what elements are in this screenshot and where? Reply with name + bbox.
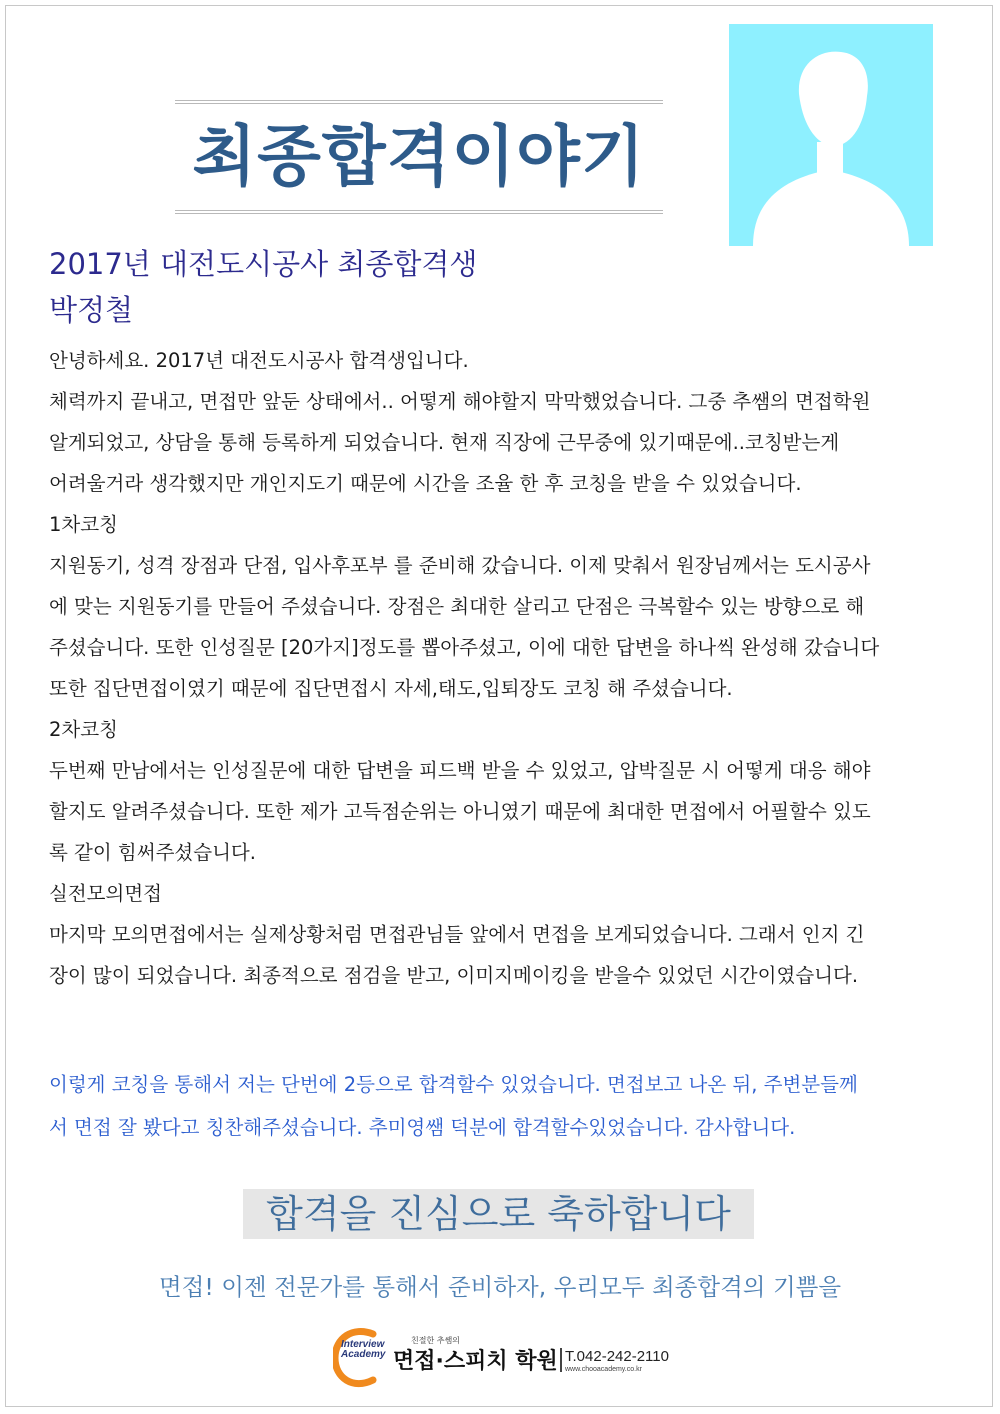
closing-line: 서 면접 잘 봤다고 칭찬해주셨습니다. 추미영쌤 덕분에 합격할수있었습니다. 감사합니다.	[49, 1116, 796, 1139]
body-line: 마지막 모의면접에서는 실제상황처럼 면접관님들 앞에서 면접을 보게되었습니다. 그래서 인지 긴	[49, 923, 865, 946]
winner-name: 박정철	[49, 293, 134, 327]
body-line: 지원동기, 성격 장점과 단점, 입사후포부 를 준비해 갔습니다. 이제 맞춰서 원장님께서는 도시공사	[49, 554, 871, 577]
section-heading-mock-interview: 실전모의면접	[49, 882, 163, 905]
testimonial-body	[49, 340, 974, 996]
body-line: 또한 집단면접이였기 때문에 집단면접시 자세,태도,입퇴장도 코칭 해 주셨습니다.	[49, 677, 733, 700]
title-box	[175, 100, 663, 214]
congratulations-banner: 합격을 진심으로 축하합니다	[243, 1189, 754, 1239]
section-heading-coaching-2: 2차코칭	[49, 718, 118, 741]
body-line: 록 같이 힘써주셨습니다.	[49, 841, 256, 864]
logo-divider	[560, 1348, 562, 1372]
academy-logo	[333, 1326, 678, 1388]
winner-year-line: 2017년 대전도시공사 최종합격생	[49, 247, 478, 281]
avatar	[729, 24, 933, 246]
academy-phone: T.042-242-2110	[565, 1348, 669, 1365]
title-rule-bottom	[175, 210, 663, 214]
body-line: 장이 많이 되었습니다. 최종적으로 점검을 받고, 이미지메이킹을 받을수 있었던 시간이였습니다.	[49, 964, 859, 987]
logo-c-text: Interview Academy	[341, 1339, 386, 1360]
person-silhouette-icon	[729, 24, 933, 246]
logo-tagline: 친절한 추쌤의	[411, 1336, 460, 1345]
body-line: 에 맞는 지원동기를 만들어 주셨습니다. 장점은 최대한 살리고 단점은 극복할수 있는 방향으로 해	[49, 595, 865, 618]
section-heading-coaching-1: 1차코칭	[49, 513, 118, 536]
closing-line: 이렇게 코칭을 통해서 저는 단번에 2등으로 합격할수 있었습니다. 면접보고 나온 뒤, 주변분들께	[49, 1073, 858, 1096]
body-line: 안녕하세요. 2017년 대전도시공사 합격생입니다.	[49, 349, 469, 372]
title-rule-top	[175, 100, 663, 104]
body-line: 주셨습니다. 또한 인성질문 [20가지]정도를 뽑아주셨고, 이에 대한 답변을 하나씩 완성해 갔습니다	[49, 636, 880, 659]
academy-url: www.chooacademy.co.kr	[565, 1366, 642, 1373]
body-line: 체력까지 끝내고, 면접만 앞둔 상태에서.. 어떻게 해야할지 막막했었습니다. 그중 추쌤의 면접학원	[49, 390, 871, 413]
body-line: 어려울거라 생각했지만 개인지도기 때문에 시간을 조율 한 후 코칭을 받을 수 있었습니다.	[49, 472, 802, 495]
body-line: 할지도 알려주셨습니다. 또한 제가 고득점순위는 아니였기 때문에 최대한 면접에서 어필할수 있도	[49, 800, 871, 823]
body-line: 알게되었고, 상담을 통해 등록하게 되었습니다. 현재 직장에 근무중에 있기때문에..코칭받는게	[49, 431, 840, 454]
closing-paragraph	[49, 1063, 974, 1149]
body-line: 두번째 만남에서는 인성질문에 대한 답변을 피드백 받을 수 있었고, 압박질문 시 어떻게 대응 해야	[49, 759, 871, 782]
slogan: 면접! 이젠 전문가를 통해서 준비하자, 우리모두 최종합격의 기쁨을	[158, 1273, 842, 1301]
page-title: 최종합격이야기	[192, 118, 646, 195]
academy-name: 면접·스피치 학원	[393, 1349, 558, 1374]
